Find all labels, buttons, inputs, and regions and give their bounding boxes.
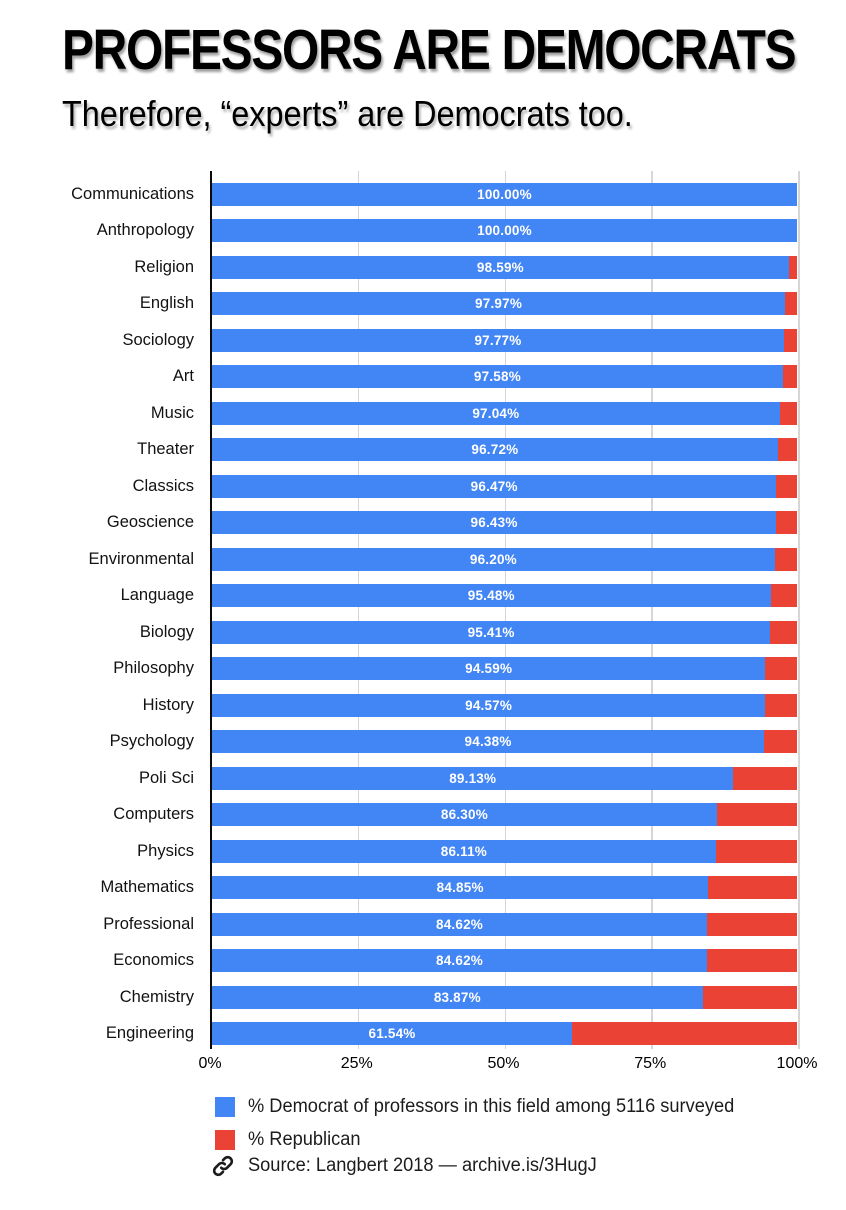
chart-row [0,943,846,980]
republican-bar-segment [785,292,797,315]
bar-track [212,986,797,1009]
republican-bar-segment [707,913,797,936]
category-label: Psychology [109,732,194,751]
republican-bar-segment [771,584,797,607]
source-row[interactable] [211,1154,611,1178]
chart-row [0,1016,846,1053]
bar-track [212,402,797,425]
category-label: Professional [103,914,194,933]
bar-value-label: 94.59% [465,661,513,677]
bar-value-label: 94.57% [465,697,513,713]
bar-track [212,913,797,936]
democrat-bar-segment [212,803,717,826]
republican-bar-segment [764,730,797,753]
bar-value-label: 95.48% [467,588,515,604]
bar-chart [0,171,846,1071]
page-title: PROFESSORS ARE DEMOCRATS [62,18,796,82]
legend-label: % Democrat of professors in this field among 5116 surveyed [248,1096,735,1117]
republican-bar-segment [703,986,797,1009]
chart-row [0,687,846,724]
bar-track [212,876,797,899]
x-tick-label: 0% [198,1055,222,1072]
category-label: Geoscience [106,513,194,532]
bar-value-label: 84.85% [436,880,484,896]
chart-row [0,651,846,688]
bar-track [212,511,797,534]
chart-row [0,833,846,870]
bar-value-label: 84.62% [436,953,483,969]
republican-bar-segment [733,767,797,790]
bar-value-label: 96.47% [470,478,518,494]
bar-value-label: 83.87% [433,989,481,1005]
bar-track [212,949,797,972]
republican-bar-segment [708,876,797,899]
legend-item [215,1096,755,1118]
bar-track [212,329,797,352]
link-icon [211,1154,235,1178]
republican-bar-segment [765,694,797,717]
category-label: Chemistry [119,987,194,1006]
democrat-bar-segment [212,438,778,461]
legend-label: % Republican [248,1129,361,1150]
chart-row [0,395,846,432]
bar-track [212,694,797,717]
category-label: Engineering [105,1024,194,1043]
republican-bar-segment [717,803,797,826]
chart-row [0,432,846,469]
category-label: Computers [113,805,194,824]
chart-row [0,505,846,542]
republican-bar-segment [778,438,797,461]
bar-value-label: 100.00% [477,223,532,239]
democrat-bar-segment [212,1022,572,1045]
bar-track [212,657,797,680]
republican-bar-segment [776,511,797,534]
chart-rows [0,176,846,1052]
bar-track [212,1022,797,1045]
chart-row [0,249,846,286]
legend [215,1096,755,1162]
democrat-bar-segment [212,840,716,863]
bar-value-label: 97.77% [474,332,522,348]
bar-value-label: 98.59% [476,259,524,275]
democrat-bar-segment [212,183,797,206]
democrat-bar-segment [212,767,733,790]
category-label: Poli Sci [138,768,194,787]
category-label: English [139,294,194,313]
chart-row [0,870,846,907]
democrat-bar-segment [212,913,707,936]
category-label: Theater [137,440,194,459]
chart-row [0,286,846,323]
chart-row [0,979,846,1016]
republican-bar-segment [765,657,797,680]
republican-bar-segment [707,949,797,972]
source-text: Source: Langbert 2018 — archive.is/3HugJ [248,1155,597,1176]
bar-track [212,219,797,242]
bar-track [212,730,797,753]
bar-value-label: 97.58% [473,369,521,385]
bar-value-label: 89.13% [449,770,497,786]
bar-track [212,256,797,279]
category-label: Environmental [88,549,194,568]
chart-row [0,322,846,359]
bar-value-label: 86.11% [440,843,487,859]
bar-value-label: 96.20% [469,551,517,567]
republican-bar-segment [716,840,797,863]
chart-row [0,724,846,761]
bar-track [212,767,797,790]
democrat-bar-segment [212,548,775,571]
republican-bar-segment [572,1022,797,1045]
legend-swatch [215,1130,235,1150]
democrat-bar-segment [212,475,776,498]
bar-track [212,438,797,461]
republican-bar-segment [770,621,797,644]
chart-row [0,213,846,250]
democrat-bar-segment [212,949,707,972]
category-label: History [142,695,194,714]
bar-value-label: 61.54% [368,1026,416,1042]
chart-row [0,176,846,213]
democrat-bar-segment [212,621,770,644]
chart-row [0,760,846,797]
bar-track [212,840,797,863]
bar-track [212,183,797,206]
category-label: Sociology [122,330,194,349]
category-label: Music [150,403,194,422]
democrat-bar-segment [212,292,785,315]
x-tick-label: 50% [487,1055,520,1072]
x-tick-label: 75% [634,1055,667,1072]
category-label: Religion [134,257,194,276]
category-label: Anthropology [96,221,194,240]
democrat-bar-segment [212,365,783,388]
democrat-bar-segment [212,986,703,1009]
page-subtitle: Therefore, “experts” are Democrats too. [62,93,633,134]
democrat-bar-segment [212,256,789,279]
bar-value-label: 96.43% [470,515,518,531]
democrat-bar-segment [212,511,776,534]
republican-bar-segment [775,548,797,571]
bar-value-label: 96.72% [471,442,519,458]
bar-track [212,365,797,388]
bar-value-label: 97.97% [475,296,523,312]
republican-bar-segment [783,365,797,388]
bar-track [212,475,797,498]
republican-bar-segment [789,256,797,279]
category-label: Physics [137,841,194,860]
chart-row [0,578,846,615]
category-label: Art [172,367,194,386]
republican-bar-segment [784,329,797,352]
democrat-bar-segment [212,730,764,753]
bar-track [212,584,797,607]
category-label: Philosophy [113,659,194,678]
bar-track [212,548,797,571]
republican-bar-segment [780,402,797,425]
category-label: Classics [132,476,194,495]
category-label: Language [120,586,194,605]
bar-value-label: 97.04% [472,405,520,421]
chart-row [0,541,846,578]
bar-track [212,803,797,826]
bar-value-label: 95.41% [467,624,515,640]
legend-swatch [215,1097,235,1117]
bar-track [212,621,797,644]
chart-row [0,468,846,505]
democrat-bar-segment [212,584,771,607]
chart-row [0,614,846,651]
republican-bar-segment [776,475,797,498]
chart-row [0,906,846,943]
bar-value-label: 84.62% [436,916,483,932]
x-axis [198,1055,818,1077]
x-tick-label: 100% [776,1055,818,1072]
democrat-bar-segment [212,657,765,680]
bar-track [212,292,797,315]
democrat-bar-segment [212,219,797,242]
x-tick-label: 25% [340,1055,373,1072]
bar-value-label: 94.38% [464,734,512,750]
bar-value-label: 100.00% [477,186,532,202]
category-label: Economics [113,951,194,970]
democrat-bar-segment [212,329,784,352]
democrat-bar-segment [212,694,765,717]
bar-value-label: 86.30% [440,807,488,823]
category-label: Communications [71,184,194,203]
chart-row [0,359,846,396]
category-label: Biology [139,622,194,641]
category-label: Mathematics [100,878,194,897]
democrat-bar-segment [212,876,708,899]
chart-row [0,797,846,834]
legend-item [215,1129,755,1151]
democrat-bar-segment [212,402,780,425]
